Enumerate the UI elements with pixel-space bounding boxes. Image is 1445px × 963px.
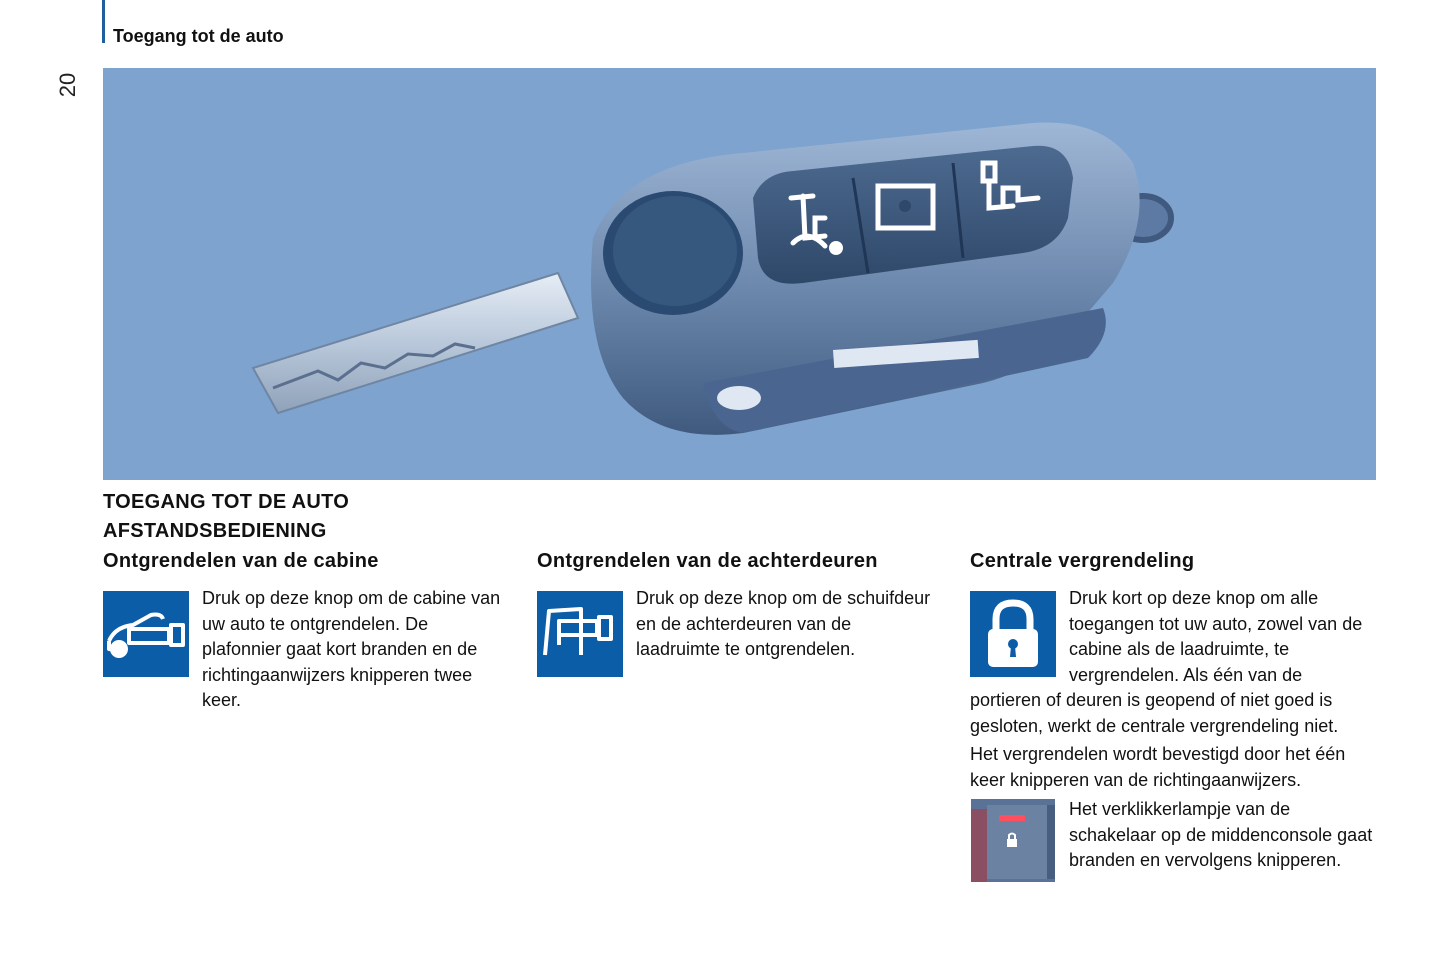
- text-central-locking-intro: Druk kort op deze knop om alle toegangen tot uw auto, zowel van de cabine als de laadruimte, te vergrendelen. Als één van de: [1069, 588, 1363, 685]
- section-title: [103, 488, 349, 546]
- page-number: 20: [55, 72, 80, 98]
- console-lock-switch-icon: [971, 799, 1055, 882]
- column-central-locking: [970, 546, 1380, 576]
- key-fob-icon: [103, 68, 1376, 480]
- key-fob-illustration: [103, 68, 1376, 480]
- header-rule: [102, 0, 105, 43]
- text-cabin-unlock: Druk op deze knop om de cabine van uw auto te ontgrendelen. De plafonnier gaat kort branden en de richtingaanwijzers knipperen twee keer.: [202, 588, 501, 710]
- padlock-icon: [970, 591, 1056, 677]
- heading-central-locking: Centrale vergrendeling: [970, 550, 1195, 572]
- text-central-locking-condition: portieren of deuren is geopend of niet goed is gesloten, werkt de centrale vergrendeling niet.: [970, 690, 1339, 736]
- column-rear-doors: [537, 546, 947, 576]
- text-indicator-lamp: Het verklikkerlampje van de schakelaar op de middenconsole gaat branden en vervolgens knipperen.: [1069, 799, 1373, 870]
- running-header: Toegang tot de auto: [113, 26, 284, 46]
- text-rear-doors: Druk op deze knop om de schuifdeur en de achterdeuren van de laadruimte te ontgrendelen.: [636, 588, 931, 659]
- column-cabin-unlock: [103, 546, 513, 576]
- rear-doors-unlock-icon: [537, 591, 623, 677]
- text-central-locking-confirm: Het vergrendelen wordt bevestigd door het één keer knipperen van de richtingaanwijzers.: [970, 744, 1346, 790]
- section-title-line2: AFSTANDSBEDIENING: [103, 520, 327, 542]
- car-unlock-icon: [103, 591, 189, 677]
- heading-cabin-unlock: Ontgrendelen van de cabine: [103, 550, 379, 572]
- heading-rear-doors: Ontgrendelen van de achterdeuren: [537, 550, 878, 572]
- section-title-line1: TOEGANG TOT DE AUTO: [103, 491, 350, 513]
